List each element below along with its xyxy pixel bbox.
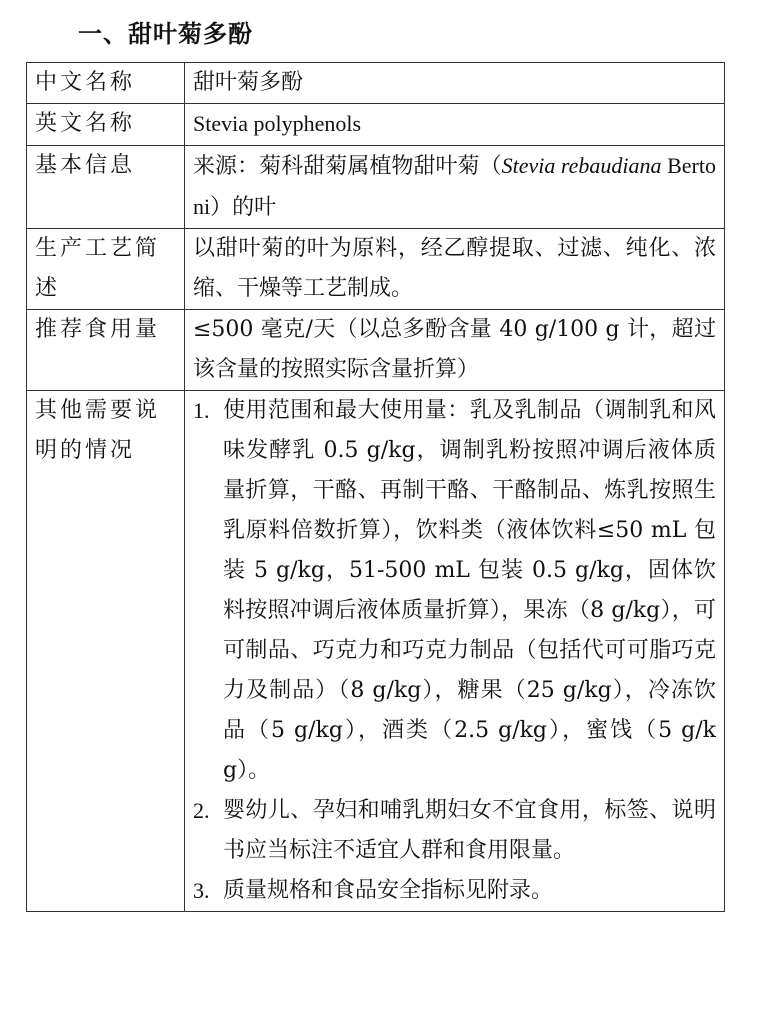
list-item [193,791,716,871]
info-table [26,62,725,912]
source-prefix: 来源：菊科甜菊属植物甜叶菊（ [193,154,502,179]
note-number: 2. [193,798,210,823]
note-number: 1. [193,398,210,423]
row-value-other-notes [185,391,725,912]
table-row [27,63,725,104]
row-label-recommended-intake: 推荐食用量 [27,310,185,391]
notes-list [193,391,716,911]
source-suffix: ）的叶 [210,195,277,220]
note-text: 婴幼儿、孕妇和哺乳期妇女不宜食用，标签、说明书应当标注不适宜人群和食用限量。 [223,798,716,863]
species-author: Bertoni [193,153,716,219]
row-value-basic-info [185,146,725,229]
table-row [27,229,725,310]
row-label-other-notes: 其他需要说明的情况 [27,391,185,912]
list-item [193,391,716,791]
table-row [27,310,725,391]
row-value-process: 以甜叶菊的叶为原料，经乙醇提取、过滤、纯化、浓缩、干燥等工艺制成。 [185,229,725,310]
note-text: 使用范围和最大使用量：乳及乳制品（调制乳和风味发酵乳 0.5 g/kg，调制乳粉按照冲调后液体质量折算，干酪、再制干酪、干酪制品、炼乳按照生乳原料倍数折算），饮料类（液体饮料≤50 mL 包装 5 g/kg，51-500 mL 包装 0.5 g/kg，固体饮料按照冲调后液体质量折算），果冻（8 g/kg），可可制品、巧克力和巧克力制品（包括代可可脂巧克力及制品）（8 g/kg），糖果（25 g/kg），冷冻饮品（5 g/kg），酒类（2.5 g/kg），蜜饯（5 g/kg）。 [223,398,716,783]
table-row [27,391,725,912]
table-row [27,104,725,146]
species-name-italic: Stevia rebaudiana [501,153,662,178]
table-row [27,146,725,229]
row-label-process: 生产工艺简述 [27,229,185,310]
english-name-text: Stevia polyphenols [193,111,362,136]
note-text: 质量规格和食品安全指标见附录。 [223,878,554,903]
note-number: 3. [193,878,210,903]
row-label-english-name: 英文名称 [27,104,185,146]
row-label-chinese-name: 中文名称 [27,63,185,104]
list-item [193,871,716,911]
section-title: 一、甜叶菊多酚 [78,20,253,48]
row-value-recommended-intake: ≤500 毫克/天（以总多酚含量 40 g/100 g 计，超过该含量的按照实际含量折算） [185,310,725,391]
row-label-basic-info: 基本信息 [27,146,185,229]
row-value-chinese-name: 甜叶菊多酚 [185,63,725,104]
row-value-english-name [185,104,725,146]
